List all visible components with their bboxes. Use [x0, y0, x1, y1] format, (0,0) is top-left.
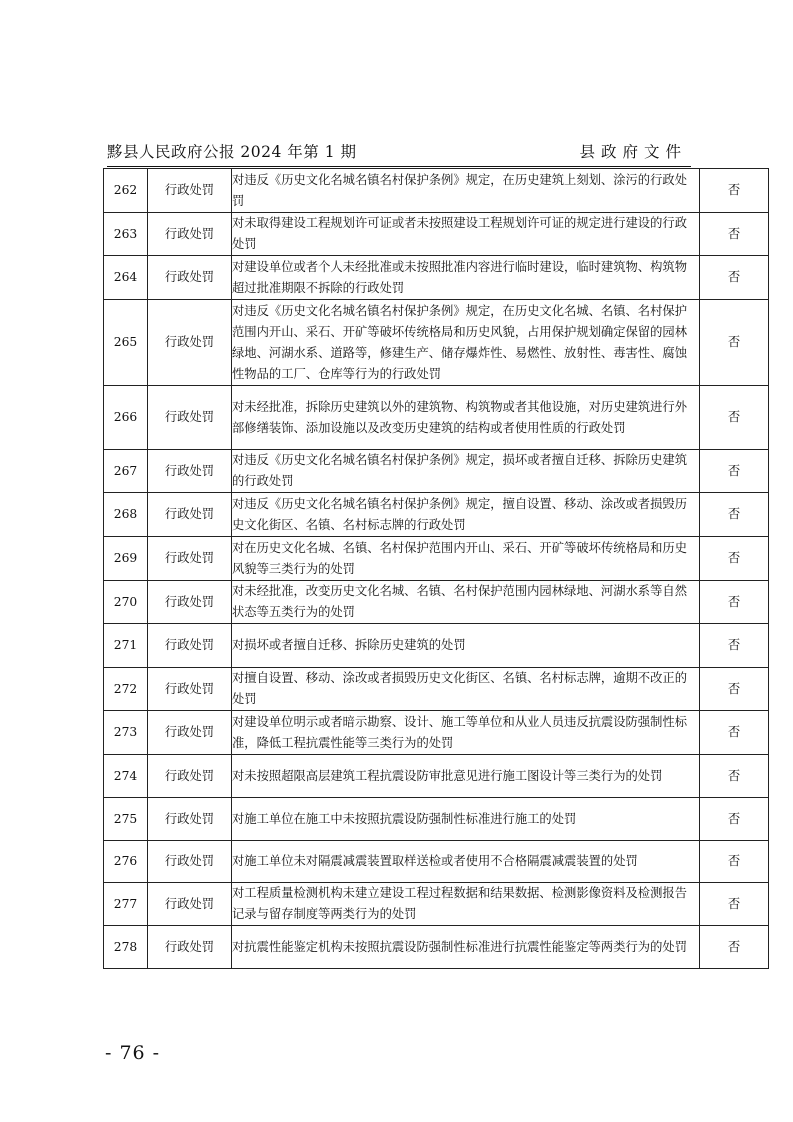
row-category: 行政处罚 [148, 256, 232, 300]
table-row [104, 300, 769, 386]
row-answer: 否 [700, 169, 769, 213]
row-number: 266 [104, 386, 148, 450]
row-number: 274 [104, 755, 148, 798]
row-description: 对在历史文化名城、名镇、名村保护范围内开山、采石、开矿等破坏传统格局和历史风貌等三类行为的处罚 [232, 537, 700, 581]
row-category: 行政处罚 [148, 711, 232, 755]
row-answer: 否 [700, 386, 769, 450]
row-category: 行政处罚 [148, 926, 232, 969]
table-row [104, 883, 769, 926]
row-description: 对未按照超限高层建筑工程抗震设防审批意见进行施工图设计等三类行为的处罚 [232, 755, 700, 798]
table-row [104, 668, 769, 711]
row-number: 277 [104, 883, 148, 926]
row-category: 行政处罚 [148, 624, 232, 668]
row-category: 行政处罚 [148, 386, 232, 450]
row-answer: 否 [700, 668, 769, 711]
row-number: 269 [104, 537, 148, 581]
table-row [104, 581, 769, 624]
section-title: 县政府文件 [579, 143, 687, 161]
row-answer: 否 [700, 300, 769, 386]
row-description: 对违反《历史文化名城名镇名村保护条例》规定，在历史建筑上刻划、涂污的行政处罚 [232, 169, 700, 213]
gazette-title: 黟县人民政府公报 2024 年第 1 期 [107, 143, 357, 161]
row-answer: 否 [700, 926, 769, 969]
row-category: 行政处罚 [148, 668, 232, 711]
row-number: 263 [104, 213, 148, 256]
row-answer: 否 [700, 493, 769, 537]
table-row [104, 493, 769, 537]
row-description: 对未取得建设工程规划许可证或者未按照建设工程规划许可证的规定进行建设的行政处罚 [232, 213, 700, 256]
row-answer: 否 [700, 711, 769, 755]
table-row [104, 755, 769, 798]
table-row [104, 169, 769, 213]
row-answer: 否 [700, 256, 769, 300]
table-row [104, 213, 769, 256]
page-header [107, 142, 691, 167]
row-number: 268 [104, 493, 148, 537]
table-row [104, 624, 769, 668]
row-description: 对工程质量检测机构未建立建设工程过程数据和结果数据、检测影像资料及检测报告记录与留存制度等两类行为的处罚 [232, 883, 700, 926]
row-description: 对施工单位在施工中未按照抗震设防强制性标准进行施工的处罚 [232, 798, 700, 841]
row-number: 262 [104, 169, 148, 213]
row-category: 行政处罚 [148, 537, 232, 581]
row-category: 行政处罚 [148, 493, 232, 537]
row-category: 行政处罚 [148, 169, 232, 213]
row-description: 对未经批准，拆除历史建筑以外的建筑物、构筑物或者其他设施，对历史建筑进行外部修缮装饰、添加设施以及改变历史建筑的结构或者使用性质的行政处罚 [232, 386, 700, 450]
row-description: 对建设单位明示或者暗示勘察、设计、施工等单位和从业人员违反抗震设防强制性标准，降低工程抗震性能等三类行为的处罚 [232, 711, 700, 755]
row-category: 行政处罚 [148, 450, 232, 493]
table-row [104, 926, 769, 969]
table-row [104, 450, 769, 493]
row-number: 275 [104, 798, 148, 841]
row-description: 对违反《历史文化名城名镇名村保护条例》规定，擅自设置、移动、涂改或者损毁历史文化街区、名镇、名村标志牌的行政处罚 [232, 493, 700, 537]
row-answer: 否 [700, 841, 769, 883]
row-answer: 否 [700, 798, 769, 841]
row-category: 行政处罚 [148, 755, 232, 798]
table-row [104, 256, 769, 300]
table-row [104, 798, 769, 841]
row-answer: 否 [700, 537, 769, 581]
row-category: 行政处罚 [148, 581, 232, 624]
row-category: 行政处罚 [148, 213, 232, 256]
row-description: 对违反《历史文化名城名镇名村保护条例》规定，损坏或者擅自迁移、拆除历史建筑的行政处罚 [232, 450, 700, 493]
row-answer: 否 [700, 624, 769, 668]
table-row [104, 841, 769, 883]
table-row [104, 537, 769, 581]
row-description: 对擅自设置、移动、涂改或者损毁历史文化街区、名镇、名村标志牌，逾期不改正的处罚 [232, 668, 700, 711]
row-category: 行政处罚 [148, 841, 232, 883]
table-row [104, 711, 769, 755]
row-description: 对损坏或者擅自迁移、拆除历史建筑的处罚 [232, 624, 700, 668]
page-number: - 76 - [105, 1042, 161, 1064]
row-category: 行政处罚 [148, 798, 232, 841]
row-number: 270 [104, 581, 148, 624]
row-number: 265 [104, 300, 148, 386]
row-number: 271 [104, 624, 148, 668]
row-category: 行政处罚 [148, 300, 232, 386]
penalty-table [103, 168, 769, 969]
row-answer: 否 [700, 755, 769, 798]
row-answer: 否 [700, 883, 769, 926]
row-number: 276 [104, 841, 148, 883]
row-answer: 否 [700, 581, 769, 624]
row-description: 对未经批准，改变历史文化名城、名镇、名村保护范围内园林绿地、河湖水系等自然状态等五类行为的处罚 [232, 581, 700, 624]
row-number: 264 [104, 256, 148, 300]
row-description: 对抗震性能鉴定机构未按照抗震设防强制性标准进行抗震性能鉴定等两类行为的处罚 [232, 926, 700, 969]
row-answer: 否 [700, 450, 769, 493]
row-category: 行政处罚 [148, 883, 232, 926]
row-answer: 否 [700, 213, 769, 256]
row-description: 对建设单位或者个人未经批准或未按照批准内容进行临时建设，临时建筑物、构筑物超过批准期限不拆除的行政处罚 [232, 256, 700, 300]
table-row [104, 386, 769, 450]
row-description: 对违反《历史文化名城名镇名村保护条例》规定，在历史文化名城、名镇、名村保护范围内开山、采石、开矿等破坏传统格局和历史风貌，占用保护规划确定保留的园林绿地、河湖水系、道路等，修建生产、储存爆炸性、易燃性、放射性、毒害性、腐蚀性物品的工厂、仓库等行为的行政处罚 [232, 300, 700, 386]
row-description: 对施工单位未对隔震减震装置取样送检或者使用不合格隔震减震装置的处罚 [232, 841, 700, 883]
row-number: 273 [104, 711, 148, 755]
row-number: 267 [104, 450, 148, 493]
row-number: 278 [104, 926, 148, 969]
table-body [104, 169, 769, 969]
row-number: 272 [104, 668, 148, 711]
